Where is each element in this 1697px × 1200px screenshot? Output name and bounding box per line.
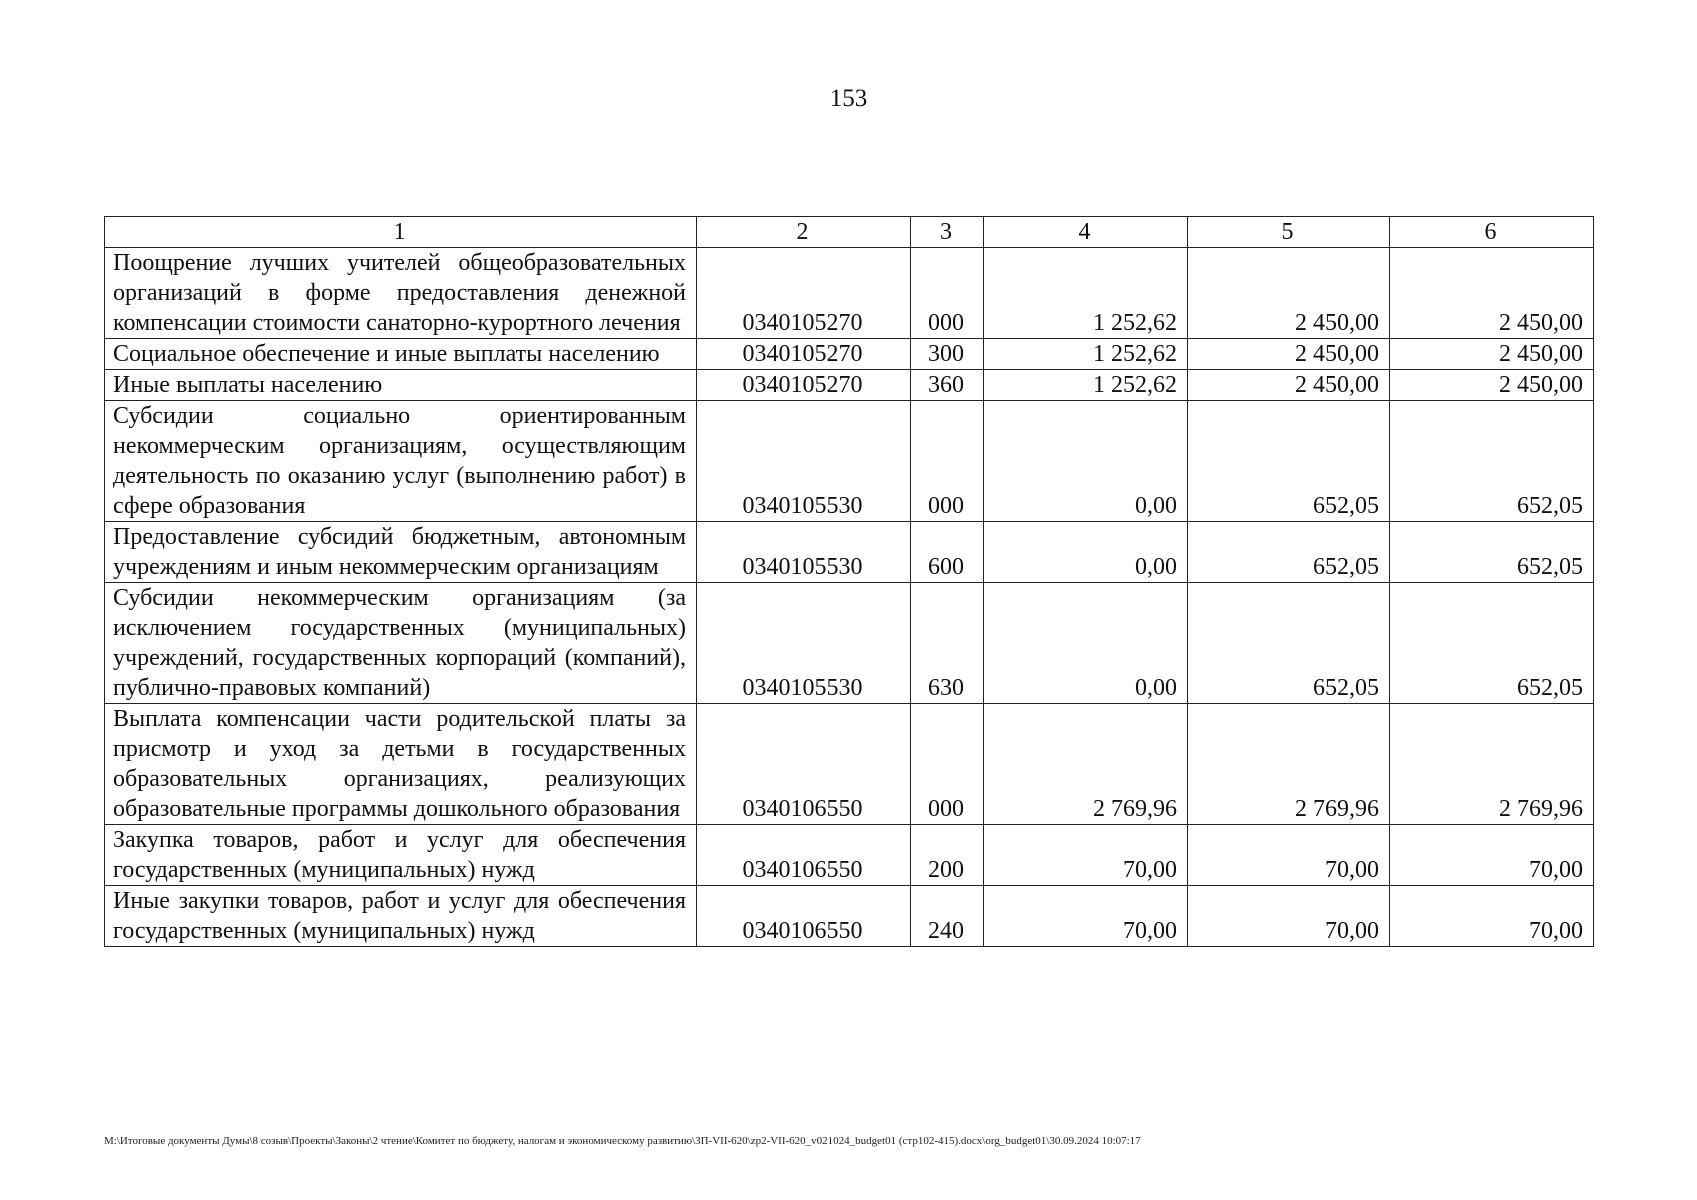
column-header-1: 1: [105, 217, 697, 248]
amount-col5: 70,00: [1188, 886, 1390, 947]
amount-col5: 70,00: [1188, 825, 1390, 886]
column-header-4: 4: [984, 217, 1188, 248]
target-article-code: 0340106550: [697, 704, 911, 825]
target-article-code: 0340105530: [697, 401, 911, 522]
row-name: Иные закупки товаров, работ и услуг для обеспечения государственных (муниципальных) нужд: [105, 886, 697, 947]
target-article-code: 0340105270: [697, 248, 911, 339]
expense-type-code: 000: [911, 248, 984, 339]
amount-col5: 2 450,00: [1188, 248, 1390, 339]
column-header-3: 3: [911, 217, 984, 248]
expense-type-code: 300: [911, 339, 984, 370]
table-row: [105, 370, 1594, 401]
amount-col4: 0,00: [984, 583, 1188, 704]
target-article-code: 0340106550: [697, 825, 911, 886]
target-article-code: 0340105530: [697, 522, 911, 583]
row-name: Предоставление субсидий бюджетным, автономным учреждениям и иным некоммерческим организациям: [105, 522, 697, 583]
amount-col4: 1 252,62: [984, 248, 1188, 339]
amount-col6: 652,05: [1390, 583, 1594, 704]
target-article-code: 0340105270: [697, 339, 911, 370]
column-header-2: 2: [697, 217, 911, 248]
amount-col6: 2 450,00: [1390, 248, 1594, 339]
page-number: 153: [829, 85, 868, 112]
amount-col4: 2 769,96: [984, 704, 1188, 825]
amount-col4: 1 252,62: [984, 339, 1188, 370]
row-name: Иные выплаты населению: [105, 370, 697, 401]
amount-col4: 0,00: [984, 401, 1188, 522]
amount-col6: 652,05: [1390, 401, 1594, 522]
table-row: [105, 248, 1594, 339]
expense-type-code: 000: [911, 401, 984, 522]
amount-col6: 2 450,00: [1390, 339, 1594, 370]
amount-col4: 1 252,62: [984, 370, 1188, 401]
amount-col5: 2 450,00: [1188, 339, 1390, 370]
target-article-code: 0340105530: [697, 583, 911, 704]
expense-type-code: 360: [911, 370, 984, 401]
amount-col5: 2 450,00: [1188, 370, 1390, 401]
table-row: [105, 401, 1594, 522]
budget-table: [104, 216, 1594, 947]
table-row: [105, 583, 1594, 704]
target-article-code: 0340105270: [697, 370, 911, 401]
table-row: [105, 704, 1594, 825]
footer-file-path: M:\Итоговые документы Думы\8 созыв\Проекты\Законы\2 чтение\Комитет по бюджету, налогам и экономическому развитию\ЗП-VII-620\zp2-VII-620_v021024_budget01 (стр102-415).docx\org_budget01\30.09.2024 10:07:17: [104, 1135, 1141, 1147]
table-row: [105, 886, 1594, 947]
row-name: Субсидии социально ориентированным некоммерческим организациям, осуществляющим деятельность по оказанию услуг (выполнению работ) в сфере образования: [105, 401, 697, 522]
amount-col6: 652,05: [1390, 522, 1594, 583]
expense-type-code: 000: [911, 704, 984, 825]
row-name: Закупка товаров, работ и услуг для обеспечения государственных (муниципальных) нужд: [105, 825, 697, 886]
amount-col6: 70,00: [1390, 886, 1594, 947]
table-row: [105, 339, 1594, 370]
column-header-6: 6: [1390, 217, 1594, 248]
amount-col5: 2 769,96: [1188, 704, 1390, 825]
row-name: Субсидии некоммерческим организациям (за исключением государственных (муниципальных) учреждений, государственных корпораций (компаний), публично-правовых компаний): [105, 583, 697, 704]
amount-col4: 70,00: [984, 886, 1188, 947]
row-name: Выплата компенсации части родительской платы за присмотр и уход за детьми в государственных образовательных организациях, реализующих образовательные программы дошкольного образования: [105, 704, 697, 825]
expense-type-code: 240: [911, 886, 984, 947]
amount-col6: 2 450,00: [1390, 370, 1594, 401]
expense-type-code: 600: [911, 522, 984, 583]
table-row: [105, 825, 1594, 886]
column-header-5: 5: [1188, 217, 1390, 248]
target-article-code: 0340106550: [697, 886, 911, 947]
amount-col6: 70,00: [1390, 825, 1594, 886]
amount-col4: 70,00: [984, 825, 1188, 886]
expense-type-code: 200: [911, 825, 984, 886]
row-name: Социальное обеспечение и иные выплаты населению: [105, 339, 697, 370]
amount-col4: 0,00: [984, 522, 1188, 583]
table-header-row: [105, 217, 1594, 248]
row-name: Поощрение лучших учителей общеобразовательных организаций в форме предоставления денежной компенсации стоимости санаторно-курортного лечения: [105, 248, 697, 339]
amount-col6: 2 769,96: [1390, 704, 1594, 825]
table-row: [105, 522, 1594, 583]
expense-type-code: 630: [911, 583, 984, 704]
amount-col5: 652,05: [1188, 522, 1390, 583]
amount-col5: 652,05: [1188, 401, 1390, 522]
amount-col5: 652,05: [1188, 583, 1390, 704]
